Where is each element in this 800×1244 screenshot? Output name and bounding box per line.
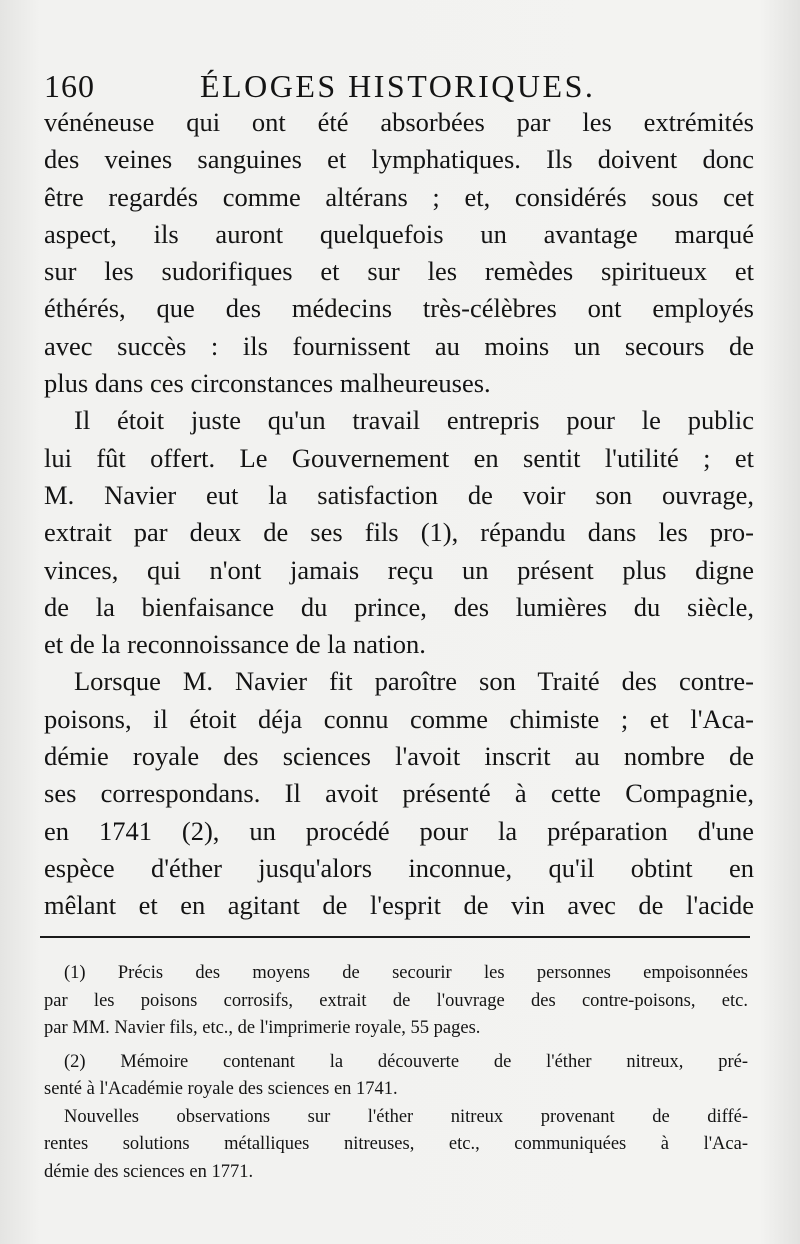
footnote-line: Nouvelles observations sur l'éther nitreux provenant de diffé- [64,1106,748,1127]
text-line: poisons, il étoit déja connu comme chimiste ; et l'Aca- [44,703,754,734]
text-line: être regardés comme altérans ; et, considérés sous cet [44,181,754,212]
main-text [44,104,754,925]
text-line: et de la reconnoissance de la nation. [44,629,426,660]
text-line: Lorsque M. Navier fit paroître son Traité des contre- [74,666,754,697]
footnotes [44,960,748,1186]
text-line: lui fût offert. Le Gouvernement en sentit l'utilité ; et [44,442,754,473]
footnote-line: par les poisons corrosifs, extrait de l'ouvrage des contre-poisons, etc. [44,990,748,1011]
text-line: mêlant et en agitant de l'esprit de vin avec de l'acide [44,890,754,921]
text-line: vinces, qui n'ont jamais reçu un présent plus digne [44,554,754,585]
text-line: des veines sanguines et lymphatiques. Ils doivent donc [44,144,754,175]
text-line: démie royale des sciences l'avoit inscrit au nombre de [44,741,754,772]
text-line: de la bienfaisance du prince, des lumières du siècle, [44,591,754,622]
page-number: 160 [44,68,95,104]
text-line: aspect, ils auront quelquefois un avantage marqué [44,218,754,249]
text-line: avec succès : ils fournissent au moins un secours de [44,330,754,361]
text-line: extrait par deux de ses fils (1), répandu dans les pro- [44,517,754,548]
running-header [44,66,764,106]
footnote-rule [40,936,750,938]
footnote-line: senté à l'Académie royale des sciences en 1741. [44,1079,398,1099]
text-line: M. Navier eut la satisfaction de voir son ouvrage, [44,479,754,510]
footnote-line: démie des sciences en 1771. [44,1161,254,1182]
text-line: éthérés, que des médecins très-célèbres ont employés [44,293,754,324]
footnote-line: rentes solutions métalliques nitreuses, etc., communiquées à l'Aca- [44,1134,748,1154]
footnote-line: (1) Précis des moyens de secourir les personnes empoisonnées [64,963,748,983]
text-line: Il étoit juste qu'un travail entrepris pour le public [74,405,754,436]
footnote-line: (2) Mémoire contenant la découverte de l'éther nitreux, pré- [64,1051,748,1072]
text-line: ses correspondans. Il avoit présenté à cette Compagnie, [44,778,754,809]
text-line: plus dans ces circonstances malheureuses. [44,368,491,399]
footnote-line: par MM. Navier fils, etc., de l'imprimerie royale, 55 pages. [44,1018,481,1038]
text-line: vénéneuse qui ont été absorbées par les extrémités [44,107,754,137]
text-line: espèce d'éther jusqu'alors inconnue, qu'il obtint en [44,852,754,883]
text-line: sur les sudorifiques et sur les remèdes spiritueux et [44,256,754,287]
text-line: en 1741 (2), un procédé pour la préparation d'une [44,815,754,846]
running-title: ÉLOGES HISTORIQUES. [200,68,596,104]
